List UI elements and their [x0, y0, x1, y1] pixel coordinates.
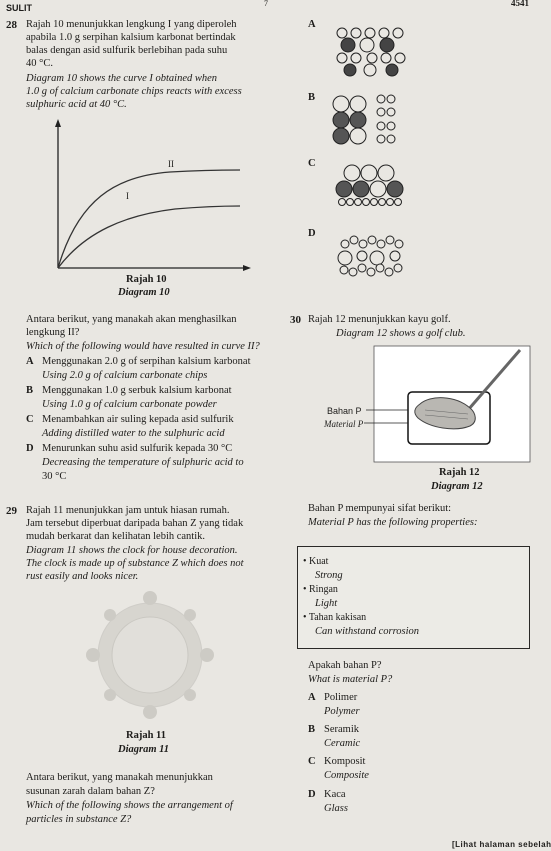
q30-option-b-en: Ceramic — [324, 738, 361, 749]
q30-option-a-en: Polymer — [324, 706, 360, 717]
q30-question-en: What is material P? — [308, 674, 393, 685]
arrangement-label-c: C — [308, 158, 316, 169]
q28-question-en: Which of the following would have resulted in curve II? — [26, 341, 260, 352]
q28-option-b[interactable]: B Menggunakan 1.0 g serbuk kalsium karbonat — [26, 385, 232, 396]
q29-stem-en-3: rust easily and looks nicer. — [26, 571, 139, 582]
diagram-10-caption-ms: Rajah 10 — [126, 274, 167, 285]
q29-question-ms-1: Antara berikut, yang manakah menunjukkan — [26, 772, 213, 783]
property-light-en: Light — [315, 598, 338, 609]
diagram-12-caption-ms: Rajah 12 — [439, 467, 480, 478]
property-strong: • Kuat — [303, 556, 329, 567]
curve-label-one: I — [126, 191, 129, 201]
q30-props-intro-ms: Bahan P mempunyai sifat berikut: — [308, 503, 452, 514]
q30-option-c[interactable]: C Komposit — [308, 756, 366, 767]
q28-number: 28 — [6, 19, 17, 31]
q29-number: 29 — [6, 505, 17, 517]
q29-stem-en-1: Diagram 11 shows the clock for house decoration. — [26, 545, 238, 556]
q30-option-c-en: Composite — [324, 770, 369, 781]
q30-option-d[interactable]: D Kaca — [308, 789, 346, 800]
q30-option-b[interactable]: B Seramik — [308, 724, 359, 735]
q29-stem-ms-2: Jam tersebut diperbuat daripada bahan Z yang tidak — [26, 518, 244, 529]
arrangement-label-d: D — [308, 228, 316, 239]
material-p-label-en: Material P — [324, 419, 364, 429]
diagram-11-caption-ms: Rajah 11 — [126, 730, 166, 741]
q28-stem-en-2: 1.0 g of calcium carbonate chips reacts with excess — [26, 86, 242, 97]
q28-option-c[interactable]: C Menambahkan air suling kepada asid sulfurik — [26, 414, 234, 425]
q30-stem-ms: Rajah 12 menunjukkan kayu golf. — [308, 314, 451, 325]
q29-question-ms-2: susunan zarah dalam bahan Z? — [26, 786, 155, 797]
q28-stem-ms-2: apabila 1.0 g serpihan kalsium karbonat bertindak — [26, 32, 236, 43]
q28-stem-en-1: Diagram 10 shows the curve I obtained when — [26, 73, 218, 84]
q30-option-d-en: Glass — [324, 803, 348, 814]
property-corrosion: • Tahan kakisan — [303, 612, 367, 623]
q28-question-ms-2: lengkung II? — [26, 327, 80, 338]
property-strong-en: Strong — [315, 570, 343, 581]
footer-turn-page: [Lihat halaman sebelah — [452, 840, 551, 849]
q29-stem-ms-3: mudah berkarat dan kelihatan lebih cantik. — [26, 531, 206, 542]
diagram-12-caption-en: Diagram 12 — [431, 481, 483, 492]
q28-option-a-en: Using 2.0 g of calcium carbonate chips — [42, 370, 208, 381]
curve-label-two: II — [168, 159, 174, 169]
q28-option-d-en-2: 30 °C — [42, 471, 67, 482]
q30-option-a[interactable]: A Polimer — [308, 692, 358, 703]
q30-question-ms: Apakah bahan P? — [308, 660, 382, 671]
q29-stem-ms-1: Rajah 11 menunjukkan jam untuk hiasan rumah. — [26, 505, 230, 516]
arrangement-label-b: B — [308, 92, 316, 103]
diagram-10-caption-en: Diagram 10 — [118, 287, 170, 298]
header-code: 4541 — [511, 0, 529, 8]
q28-question-ms-1: Antara berikut, yang manakah akan menghasilkan — [26, 314, 237, 325]
q28-stem-ms-3: balas dengan asid sulfurik berlebihan pada suhu — [26, 45, 228, 56]
q28-option-d[interactable]: D Menurunkan suhu asid sulfurik kepada 30 °C — [26, 443, 233, 454]
q28-stem-en-3: sulphuric acid at 40 °C. — [26, 99, 127, 110]
q29-question-en-1: Which of the following shows the arrangement of — [26, 800, 233, 811]
q28-stem-ms-1: Rajah 10 menunjukkan lengkung I yang diperoleh — [26, 19, 237, 30]
q28-option-a[interactable]: A Menggunakan 2.0 g of serpihan kalsium karbonat — [26, 356, 251, 367]
q28-option-c-en: Adding distilled water to the sulphuric acid — [42, 428, 225, 439]
header-sulit: SULIT — [6, 3, 32, 13]
property-corrosion-en: Can withstand corrosion — [315, 626, 420, 637]
material-p-label-ms: Bahan P — [327, 406, 362, 416]
q30-stem-en: Diagram 12 shows a golf club. — [336, 328, 466, 339]
header-page-number: 7 — [264, 0, 268, 8]
property-light: • Ringan — [303, 584, 338, 595]
q28-stem-ms-4: 40 °C. — [26, 58, 53, 69]
q28-option-b-en: Using 1.0 g of calcium carbonate powder — [42, 399, 217, 410]
q30-props-intro-en: Material P has the following properties: — [308, 517, 478, 528]
diagram-11-caption-en: Diagram 11 — [118, 744, 170, 755]
q28-option-d-en: Decreasing the temperature of sulphuric acid to — [42, 457, 244, 468]
q29-question-en-2: particles in substance Z? — [26, 814, 132, 825]
arrangement-label-a: A — [308, 19, 316, 30]
q29-stem-en-2: The clock is made up of substance Z which does not — [26, 558, 244, 569]
q30-number: 30 — [290, 314, 301, 326]
